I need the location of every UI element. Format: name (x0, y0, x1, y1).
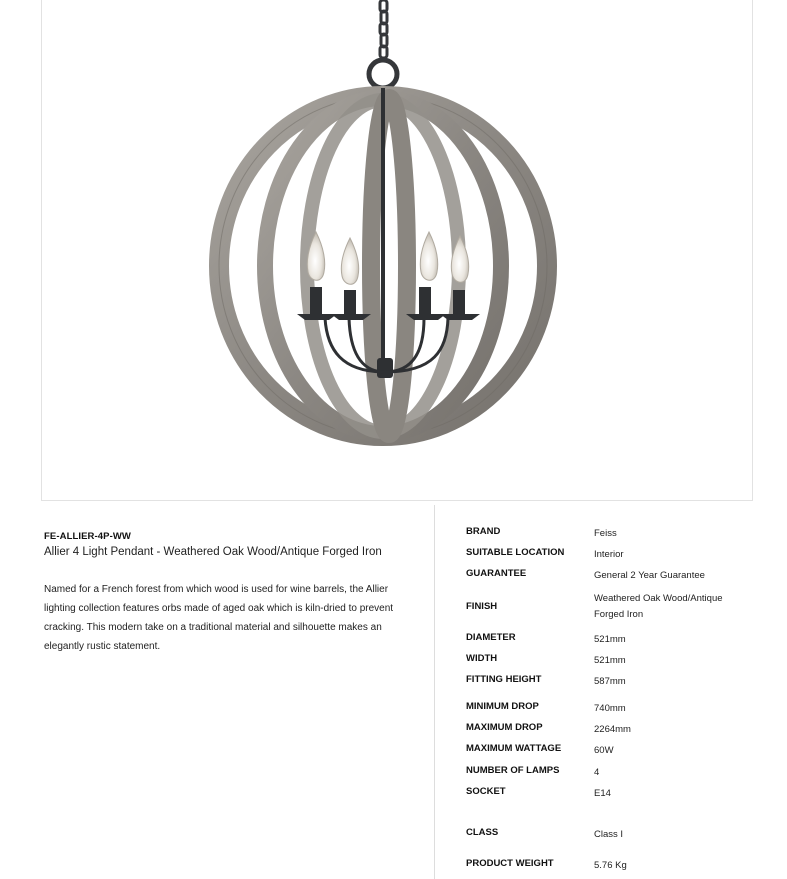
spec-label: DIAMETER (466, 632, 516, 643)
spec-label: NUMBER OF LAMPS (466, 765, 560, 776)
spec-value: Weathered Oak Wood/Antique Forged Iron (594, 593, 723, 620)
spec-row-finish (466, 593, 766, 620)
spec-row-product-weight (466, 858, 766, 874)
bulbs (307, 232, 468, 284)
spec-label: PRODUCT WEIGHT (466, 858, 554, 869)
spec-label: MAXIMUM WATTAGE (466, 743, 562, 754)
spec-label: SOCKET (466, 786, 506, 797)
spec-row-width (466, 653, 766, 669)
spec-row-maximum-wattage (466, 743, 766, 759)
chain (380, 0, 387, 58)
product-name: Allier 4 Light Pendant - Weathered Oak Wood/Antique Forged Iron (44, 546, 382, 558)
spec-row-socket (466, 786, 766, 802)
spec-row-minimum-drop (466, 701, 766, 717)
hanging-ring (369, 60, 397, 88)
spec-value: 740mm (594, 703, 626, 714)
spec-value: Feiss (594, 528, 617, 539)
spec-value: 5.76 Kg (594, 860, 627, 871)
spec-row-number-of-lamps (466, 765, 766, 781)
spec-label: GUARANTEE (466, 568, 527, 579)
spec-row-brand (466, 526, 766, 542)
spec-label: FINISH (466, 601, 498, 612)
spec-value: E14 (594, 788, 611, 799)
spec-value: 60W (594, 745, 614, 756)
spec-value: General 2 Year Guarantee (594, 570, 705, 581)
spec-value: Class I (594, 829, 624, 840)
spec-value: 587mm (594, 676, 626, 687)
spec-label: WIDTH (466, 653, 498, 664)
pendant-light-illustration (42, 0, 754, 501)
spec-value: Interior (594, 549, 624, 560)
wood-ring-front (371, 98, 407, 434)
column-divider (434, 505, 435, 879)
product-image-frame (41, 0, 753, 501)
spec-label: BRAND (466, 526, 501, 537)
spec-label: SUITABLE LOCATION (466, 547, 565, 558)
spec-row-diameter (466, 632, 766, 648)
product-description: Named for a French forest from which wood is used for wine barrels, the Allier lighting collection features orbs made of aged oak which is kiln-dried to prevent cracking. This modern take on a traditional material and silhouette makes an elegantly rustic statement. (44, 584, 394, 652)
spec-value: 4 (594, 767, 600, 778)
spec-row-suitable-location (466, 547, 766, 563)
spec-label: FITTING HEIGHT (466, 674, 542, 685)
spec-value: 521mm (594, 634, 626, 645)
spec-row-fitting-height (466, 674, 766, 690)
product-code: FE-ALLIER-4P-WW (44, 531, 131, 542)
spec-label: CLASS (466, 827, 499, 838)
spec-label: MAXIMUM DROP (466, 722, 543, 733)
spec-row-class (466, 827, 766, 843)
spec-value: 2264mm (594, 724, 631, 735)
spec-value: 521mm (594, 655, 626, 666)
spec-row-maximum-drop (466, 722, 766, 738)
spec-label: MINIMUM DROP (466, 701, 539, 712)
spec-row-guarantee (466, 568, 766, 584)
